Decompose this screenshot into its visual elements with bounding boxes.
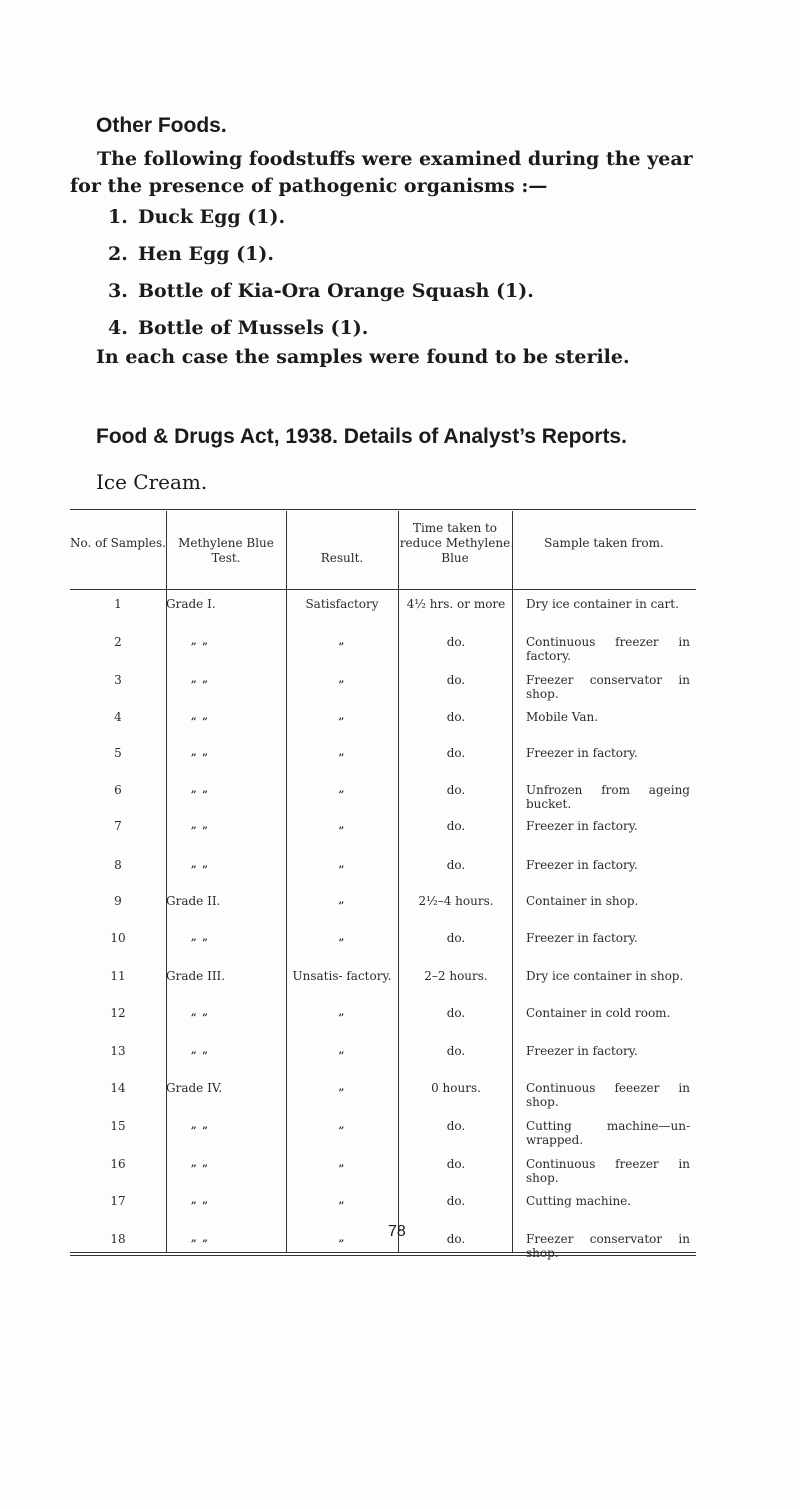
sample-number-cell: 9 [114,894,122,908]
reduction-time-cell: do. [446,1232,466,1246]
column-divider [398,511,399,1252]
methylene-grade-cell: „ „ [191,932,209,943]
ice-cream-heading: Ice Cream. [96,470,208,494]
foodstuff-list [108,199,534,347]
methylene-grade-cell: „ „ [191,1045,209,1056]
reduction-time-cell: 2½–4 hours. [418,894,494,908]
methylene-grade-cell: „ „ [191,1233,209,1244]
column-divider [166,511,167,1252]
sample-number-cell: 5 [114,746,122,760]
methylene-grade-cell: „ „ [191,1120,209,1131]
list-item-text: Bottle of Mussels (1). [138,317,369,339]
sample-number-cell: 13 [110,1044,126,1058]
result-cell: „ [338,1233,346,1244]
sample-number-cell: 2 [114,635,122,649]
methylene-grade-cell: „ „ [191,1195,209,1206]
reduction-time-cell: do. [446,1194,466,1208]
methylene-grade-cell: „ „ [191,784,209,795]
intro-paragraph: The following foodstuffs were examined during the year for the presence of pathogenic organisms :— [70,148,693,197]
list-item-text: Bottle of Kia-Ora Orange Squash (1). [138,280,534,302]
methylene-grade-cell: „ „ [191,1158,209,1169]
result-cell: „ [338,1007,346,1018]
sample-source-cell: Freezer in factory. [526,819,638,833]
reduction-time-cell: do. [446,710,466,724]
result-cell: „ [338,1120,346,1131]
methylene-grade-cell: „ „ [191,747,209,758]
column-divider [286,511,287,1252]
methylene-grade-cell: „ „ [191,859,209,870]
result-cell: „ [338,1158,346,1169]
sample-number-cell: 11 [110,969,126,983]
methylene-grade-cell: „ „ [191,1007,209,1018]
header-time-to-reduce: Time taken to reduce Methylene Blue [399,521,511,565]
list-item-number: 1. [108,206,128,228]
list-item-text: Hen Egg (1). [138,243,274,265]
sample-number-cell: 16 [110,1157,126,1171]
methylene-grade-cell: Grade II. [166,894,221,908]
result-cell: „ [338,747,346,758]
act-heading: Food & Drugs Act, 1938. Details of Analyst’s Reports. [96,425,627,448]
sample-source-cell: Cutting machine—un- wrapped. [526,1119,690,1147]
sample-number-cell: 3 [114,673,122,687]
sample-source-cell: Continuous freezer in shop. [526,1157,690,1185]
sample-number-cell: 7 [114,819,122,833]
sample-source-cell: Cutting machine. [526,1194,632,1208]
list-item-number: 2. [108,243,128,265]
reduction-time-cell: do. [446,746,466,760]
sample-source-cell: Unfrozen from ageing bucket. [526,783,690,811]
methylene-grade-cell: „ „ [191,820,209,831]
result-cell: „ [338,1195,346,1206]
header-no-samples: No. of Samples. [70,536,166,550]
reduction-time-cell: do. [446,1157,466,1171]
reduction-time-cell: do. [446,783,466,797]
sample-source-cell: Freezer conservator in shop. [526,1232,690,1260]
list-item-number: 3. [108,280,128,302]
result-cell: Unsatis- factory. [292,969,392,983]
result-cell: „ [338,784,346,795]
result-cell: „ [338,932,346,943]
result-cell: „ [338,820,346,831]
result-cell: „ [338,1045,346,1056]
header-methylene-test: Methylene Blue Test. [178,536,274,565]
result-cell: „ [338,711,346,722]
reduction-time-cell: do. [446,858,466,872]
reduction-time-cell: do. [446,931,466,945]
sample-number-cell: 17 [110,1194,126,1208]
list-item [108,236,534,273]
sample-source-cell: Mobile Van. [526,710,599,724]
reduction-time-cell: do. [446,1044,466,1058]
reduction-time-cell: do. [446,673,466,687]
reduction-time-cell: do. [446,1006,466,1020]
methylene-grade-cell: „ „ [191,636,209,647]
reduction-time-cell: 4½ hrs. or more [406,597,506,611]
sample-number-cell: 14 [110,1081,126,1095]
sample-number-cell: 4 [114,710,122,724]
page-number: 78 [388,1223,406,1240]
sample-source-cell: Container in cold room. [526,1006,671,1020]
list-item [108,310,534,347]
sample-number-cell: 8 [114,858,122,872]
result-cell: „ [338,895,346,906]
sample-source-cell: Continuous feeezer in shop. [526,1081,690,1109]
sample-source-cell: Freezer in factory. [526,858,638,872]
methylene-grade-cell: „ „ [191,711,209,722]
result-cell: „ [338,1082,346,1093]
reduction-time-cell: do. [446,819,466,833]
analyst-report-table [70,509,696,1509]
methylene-grade-cell: Grade III. [166,969,226,983]
methylene-grade-cell: Grade I. [166,597,216,611]
sample-source-cell: Freezer in factory. [526,1044,638,1058]
other-foods-heading: Other Foods. [96,114,227,137]
conclusion-paragraph: In each case the samples were found to be sterile. [96,346,630,368]
list-item [108,273,534,310]
list-item-text: Duck Egg (1). [138,206,286,228]
sample-source-cell: Dry ice container in cart. [526,597,679,611]
sample-number-cell: 1 [114,597,122,611]
column-divider [512,511,513,1252]
result-cell: Satisfactory [305,597,379,611]
list-item-number: 4. [108,317,128,339]
header-rule [70,589,696,590]
sample-number-cell: 10 [110,931,126,945]
sample-number-cell: 6 [114,783,122,797]
reduction-time-cell: do. [446,1119,466,1133]
sample-source-cell: Freezer conservator in shop. [526,673,690,701]
result-cell: „ [338,674,346,685]
header-sample-taken-from: Sample taken from. [544,536,664,550]
sample-source-cell: Freezer in factory. [526,746,638,760]
methylene-grade-cell: „ „ [191,674,209,685]
reduction-time-cell: do. [446,635,466,649]
reduction-time-cell: 2–2 hours. [424,969,488,983]
methylene-grade-cell: Grade IV. [166,1081,223,1095]
header-result: Result. [320,551,364,565]
reduction-time-cell: 0 hours. [431,1081,481,1095]
sample-number-cell: 12 [110,1006,126,1020]
sample-source-cell: Container in shop. [526,894,639,908]
result-cell: „ [338,636,346,647]
table-top-rule [70,509,696,510]
sample-source-cell: Dry ice container in shop. [526,969,684,983]
list-item [108,199,534,236]
result-cell: „ [338,859,346,870]
sample-number-cell: 15 [110,1119,126,1133]
sample-number-cell: 18 [110,1232,126,1246]
sample-source-cell: Freezer in factory. [526,931,638,945]
sample-source-cell: Continuous freezer in factory. [526,635,690,663]
